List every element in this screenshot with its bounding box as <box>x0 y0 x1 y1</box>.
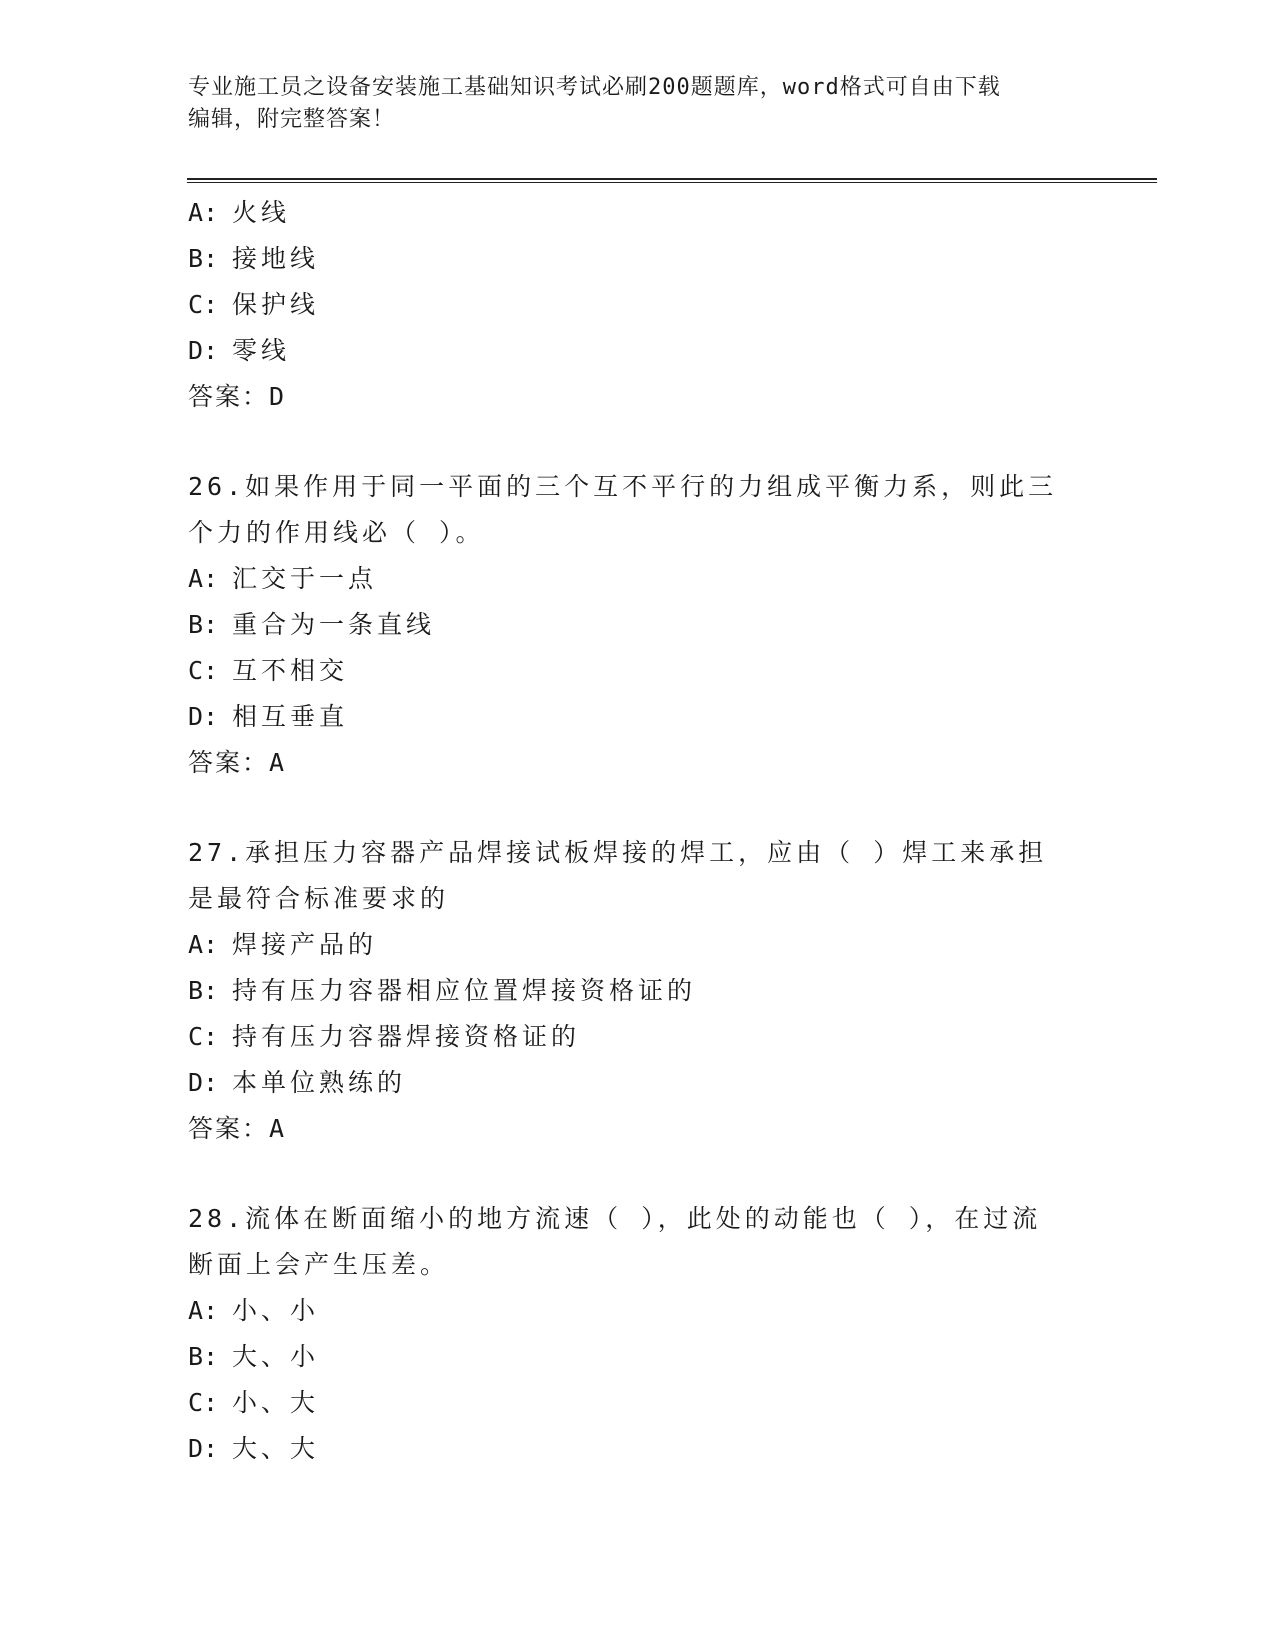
option-text: 本单位熟练的 <box>232 1068 407 1097</box>
option-letter: B: <box>188 976 219 1005</box>
option-text: 大、大 <box>232 1434 320 1463</box>
answer-line: 答案：A <box>188 748 287 777</box>
question-block-25 <box>188 190 1088 420</box>
option-b <box>188 236 1088 282</box>
question-block-28 <box>188 1196 1088 1472</box>
option-letter: B: <box>188 244 219 273</box>
option-d <box>188 328 1088 374</box>
option-a <box>188 922 1088 968</box>
question-text: 26.如果作用于同一平面的三个互不平行的力组成平衡力系，则此三个力的作用线必（ ）。 <box>188 472 1058 547</box>
question-list <box>188 190 1088 1472</box>
option-text: 小、小 <box>232 1296 320 1325</box>
question-block-26 <box>188 464 1088 786</box>
document-header <box>188 72 1068 136</box>
option-text: 大、小 <box>232 1342 320 1371</box>
question-block-27 <box>188 830 1088 1152</box>
option-c <box>188 282 1088 328</box>
option-text: 汇交于一点 <box>232 564 378 593</box>
option-text: 持有压力容器相应位置焊接资格证的 <box>232 976 697 1005</box>
option-text: 相互垂直 <box>232 702 349 731</box>
answer-line: 答案：A <box>188 1114 287 1143</box>
option-letter: C: <box>188 290 219 319</box>
option-b <box>188 602 1088 648</box>
answer-line: 答案：D <box>188 382 287 411</box>
option-a <box>188 556 1088 602</box>
option-text: 互不相交 <box>232 656 349 685</box>
question-text: 28.流体在断面缩小的地方流速（ ），此处的动能也（ ），在过流断面上会产生压差。 <box>188 1204 1042 1279</box>
option-b <box>188 968 1088 1014</box>
option-letter: D: <box>188 336 219 365</box>
option-d <box>188 1426 1088 1472</box>
option-letter: C: <box>188 1388 219 1417</box>
option-letter: D: <box>188 702 219 731</box>
header-line-1: 专业施工员之设备安装施工基础知识考试必刷200题题库，word格式可自由下载 <box>188 75 1001 100</box>
option-d <box>188 1060 1088 1106</box>
option-d <box>188 694 1088 740</box>
option-letter: B: <box>188 1342 219 1371</box>
option-letter: A: <box>188 930 219 959</box>
option-c <box>188 1380 1088 1426</box>
option-letter: D: <box>188 1434 219 1463</box>
option-letter: D: <box>188 1068 219 1097</box>
option-letter: C: <box>188 656 219 685</box>
option-text: 保护线 <box>232 290 320 319</box>
option-letter: A: <box>188 564 219 593</box>
option-letter: A: <box>188 1296 219 1325</box>
option-letter: A: <box>188 198 219 227</box>
question-text: 27.承担压力容器产品焊接试板焊接的焊工，应由（ ）焊工来承担是最符合标准要求的 <box>188 838 1048 913</box>
option-text: 重合为一条直线 <box>232 610 436 639</box>
option-text: 焊接产品的 <box>232 930 378 959</box>
option-a <box>188 1288 1088 1334</box>
header-line-2: 编辑，附完整答案！ <box>188 107 396 132</box>
option-text: 接地线 <box>232 244 320 273</box>
option-letter: C: <box>188 1022 219 1051</box>
option-text: 持有压力容器焊接资格证的 <box>232 1022 581 1051</box>
option-a <box>188 190 1088 236</box>
option-text: 零线 <box>232 336 291 365</box>
option-b <box>188 1334 1088 1380</box>
option-c <box>188 1014 1088 1060</box>
option-text: 火线 <box>232 198 291 227</box>
option-text: 小、大 <box>232 1388 320 1417</box>
header-divider <box>187 178 1157 183</box>
option-letter: B: <box>188 610 219 639</box>
option-c <box>188 648 1088 694</box>
